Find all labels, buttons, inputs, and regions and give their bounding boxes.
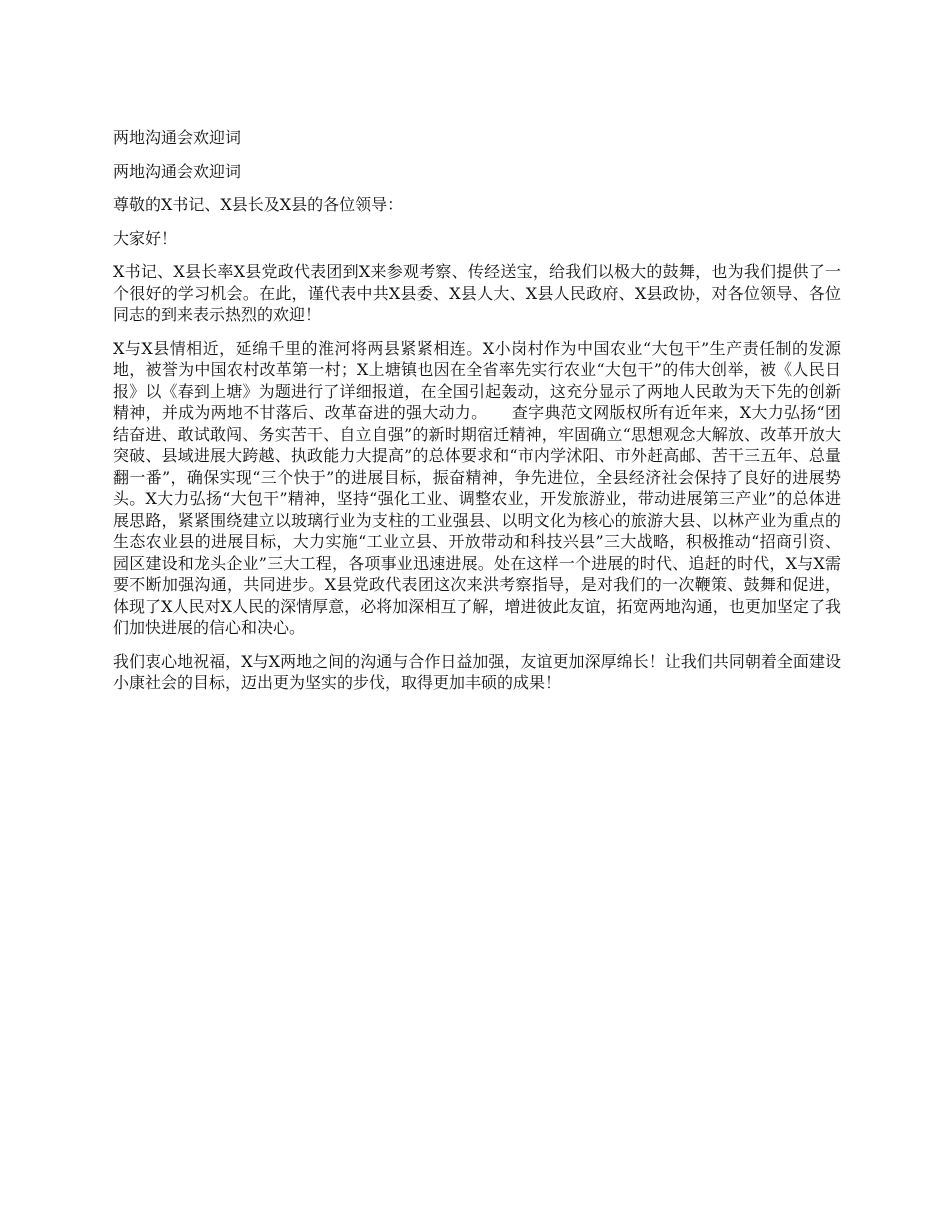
document-subtitle: 两地沟通会欢迎词 — [113, 161, 242, 181]
greeting: 大家好！ — [113, 228, 178, 248]
paragraph-closing: 我们衷心地祝福，X与X两地之间的沟通与合作日益加强，友谊更加深厚绵长！让我们共同朝着全面建设小康社会的目标，迈出更为坚实的步伐，取得更加丰硕的成果！ — [113, 651, 841, 692]
paragraph-welcome: X书记、X县长率X县党政代表团到X来参观考察、传经送宝，给我们以极大的鼓舞，也为我们提供了一个很好的学习机会。在此，谨代表中共X县委、X县人大、X县人民政府、X县政协，对各位领导、各位同志的到来表示热烈的欢迎！ — [113, 262, 841, 324]
document-page — [113, 127, 841, 706]
paragraph-background: X与X县情相近，延绵千里的淮河将两县紧紧相连。X小岗村作为中国农业“大包干”生产责任制的发源地，被誉为中国农村改革第一村；X上塘镇也因在全省率先实行农业“大包干”的伟大创举，被《人民日报》以《春到上塘》为题进行了详细报道，在全国引起轰动，这充分显示了两地人民敢为天下先的创新精神，并成为两地不甘落后、改革奋进的强大动力。 查字典范文网版权所有近年来，X大力弘扬“团结奋进、敢试敢闯、务实苦干、自立自强”的新时期宿迁精神，牢固确立“思想观念大解放、改革开放大突破、县域进展大跨越、执政能力大提高”的总体要求和“市内学沭阳、市外赶高邮、苦干三五年、总量翻一番”，确保实现“三个快于”的进展目标，振奋精神，争先进位，全县经济社会保持了良好的进展势头。X大力弘扬“大包干”精神，坚持“强化工业、调整农业，开发旅游业，带动进展第三产业”的总体进展思路，紧紧围绕建立以玻璃行业为支柱的工业强县、以明文化为核心的旅游大县、以林产业为重点的生态农业县的进展目标，大力实施“工业立县、开放带动和科技兴县”三大战略，积极推动“招商引资、园区建设和龙头企业”三大工程，各项事业迅速进展。处在这样一个进展的时代、追赶的时代，X与X需要不断加强沟通，共同进步。X县党政代表团这次来洪考察指导，是对我们的一次鞭策、鼓舞和促进，体现了X人民对X人民的深情厚意，必将加深相互了解，增进彼此友谊，拓宽两地沟通，也更加坚定了我们加快进展的信心和决心。 — [113, 338, 841, 637]
document-title: 两地沟通会欢迎词 — [113, 128, 242, 147]
salutation: 尊敬的X书记、X县长及X县的各位领导： — [113, 195, 404, 214]
